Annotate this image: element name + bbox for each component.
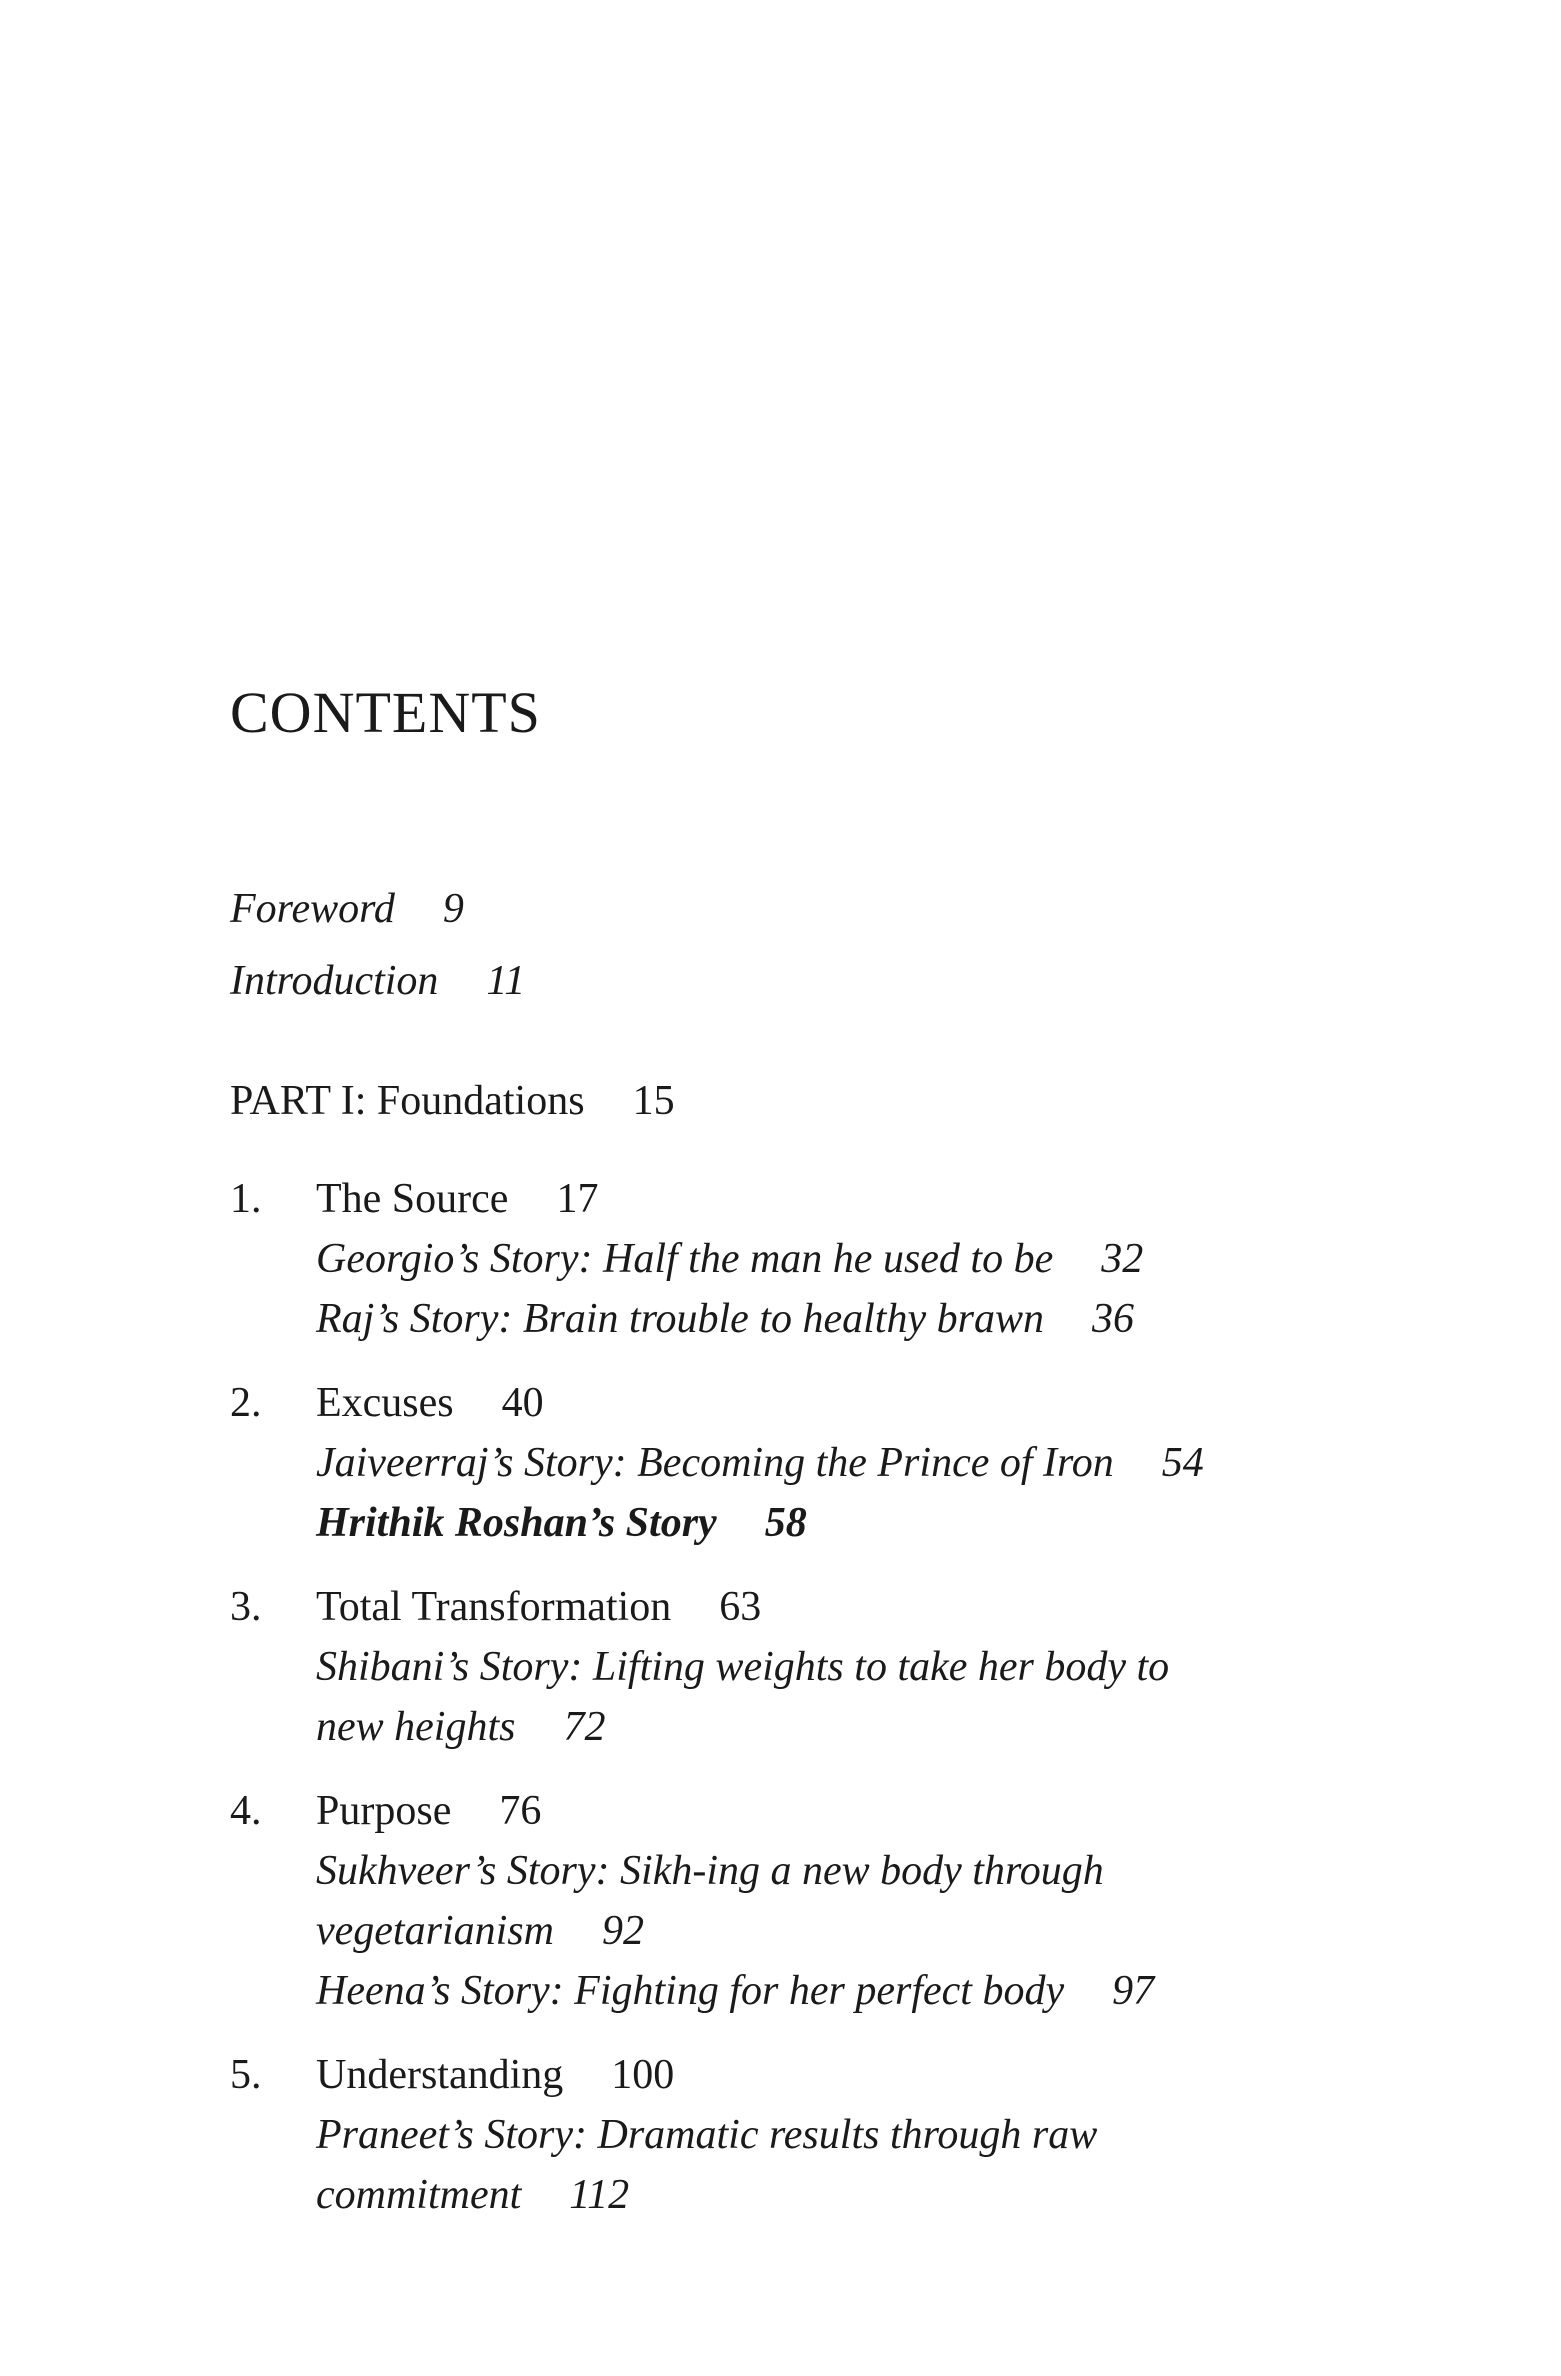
entry-label-line-2: commitment [316,2172,522,2218]
chapter-number: 5. [230,2052,262,2098]
toc-entry-chapter-3[interactable] [316,1586,761,1628]
entry-label: Introduction [230,958,439,1004]
toc-entry-chapter-2[interactable] [316,1382,544,1424]
toc-entry-chapter-1[interactable] [316,1178,598,1220]
chapter-number: 2. [230,1380,262,1426]
entry-label: Heena’s Story: Fighting for her perfect body [316,1968,1065,2014]
toc-entry-story-jaiveerraj[interactable] [316,1442,1204,1484]
toc-entry-story-praneet[interactable] [316,2114,1097,2156]
toc-entry-story-heena[interactable] [316,1970,1154,2012]
toc-entry-introduction[interactable] [230,960,525,1002]
page-title: CONTENTS [230,680,541,745]
entry-label: Hrithik Roshan’s Story [316,1500,717,1546]
entry-page: 76 [499,1788,542,1834]
entry-label: Georgio’s Story: Half the man he used to be [316,1236,1054,1282]
toc-entry-story-raj[interactable] [316,1298,1134,1340]
entry-page: 36 [1091,1296,1134,1342]
entry-label-line-1: Praneet’s Story: Dramatic results through raw [316,2112,1098,2158]
entry-page: 32 [1101,1236,1144,1282]
entry-page: 15 [632,1078,675,1124]
entry-label-line-2: new heights [316,1704,516,1750]
chapter-number: 1. [230,1176,262,1222]
toc-entry-story-georgio[interactable] [316,1238,1143,1280]
entry-label-line-1: Shibani’s Story: Lifting weights to take her body to [316,1644,1170,1690]
entry-page: 100 [611,2052,675,2098]
chapter-number: 4. [230,1788,262,1834]
entry-label: PART I: Foundations [230,1078,585,1124]
entry-page: 17 [556,1176,599,1222]
toc-entry-story-praneet-cont[interactable] [316,2174,629,2216]
chapter-number: 3. [230,1584,262,1630]
entry-label: Raj’s Story: Brain trouble to healthy brawn [316,1296,1044,1342]
toc-entry-chapter-5[interactable] [316,2054,674,2096]
entry-page: 72 [563,1704,606,1750]
entry-page: 11 [486,958,526,1004]
entry-label: Understanding [316,2052,564,2098]
entry-label-line-2: vegetarianism [316,1908,554,1954]
toc-entry-story-sukhveer[interactable] [316,1850,1104,1892]
toc-entry-story-shibani[interactable] [316,1646,1169,1688]
entry-page: 63 [719,1584,762,1630]
entry-page: 112 [569,2172,630,2218]
entry-page: 92 [601,1908,644,1954]
toc-entry-part-1[interactable] [230,1080,675,1122]
entry-page: 54 [1161,1440,1204,1486]
entry-label-line-1: Sukhveer’s Story: Sikh-ing a new body through [316,1848,1104,1894]
toc-entry-story-shibani-cont[interactable] [316,1706,605,1748]
entry-label: Purpose [316,1788,452,1834]
entry-page: 97 [1112,1968,1155,2014]
entry-label: Foreword [230,886,395,932]
entry-label: Excuses [316,1380,454,1426]
toc-entry-story-sukhveer-cont[interactable] [316,1910,644,1952]
toc-entry-story-hrithik[interactable] [316,1502,807,1544]
toc-entry-chapter-4[interactable] [316,1790,541,1832]
entry-label: The Source [316,1176,509,1222]
entry-page: 40 [501,1380,544,1426]
entry-page: 9 [442,886,464,932]
toc-entry-foreword[interactable] [230,888,464,930]
entry-label: Total Transformation [316,1584,672,1630]
entry-page: 58 [764,1500,807,1546]
entry-label: Jaiveerraj’s Story: Becoming the Prince of Iron [316,1440,1114,1486]
